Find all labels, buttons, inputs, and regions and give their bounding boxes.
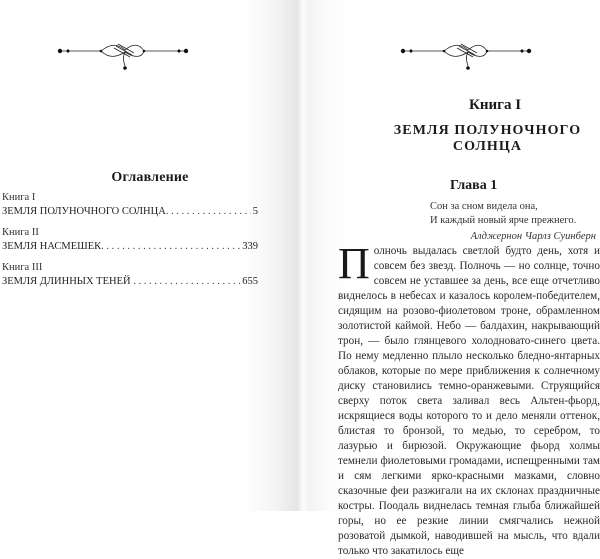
epigraph-author: Алджернон Чарлз Суинберн bbox=[470, 231, 596, 242]
table-of-contents bbox=[2, 191, 258, 296]
epigraph-line: Сон за сном видела она, bbox=[430, 201, 538, 212]
toc-page-number: 339 bbox=[242, 241, 258, 252]
chapter-body-text bbox=[338, 239, 600, 559]
book-title: ЗЕМЛЯ ПОЛУНОЧНОГО СОЛНЦА bbox=[393, 123, 582, 154]
toc-entry[interactable] bbox=[2, 226, 258, 254]
toc-book-label: Книга I bbox=[2, 192, 36, 203]
toc-title: Оглавление bbox=[111, 170, 189, 185]
toc-book-name: ЗЕМЛЯ НАСМЕШЕК bbox=[2, 241, 102, 252]
toc-book-label: Книга III bbox=[2, 262, 43, 273]
toc-leader-dots bbox=[166, 205, 251, 219]
left-page bbox=[0, 0, 296, 511]
flourish-ornament-icon bbox=[56, 40, 194, 78]
flourish-ornament-icon bbox=[399, 40, 537, 78]
toc-entry[interactable] bbox=[2, 261, 258, 289]
toc-book-label: Книга II bbox=[2, 227, 39, 238]
epigraph-line: И каждый новый ярче прежнего. bbox=[430, 215, 577, 226]
toc-book-name: ЗЕМЛЯ ДЛИННЫХ ТЕНЕЙ bbox=[2, 276, 134, 287]
chapter-heading: Глава 1 bbox=[450, 178, 498, 193]
toc-entry[interactable] bbox=[2, 191, 258, 219]
book-spine-gutter bbox=[296, 0, 308, 511]
toc-page-number: 655 bbox=[242, 276, 258, 287]
toc-leader-dots bbox=[101, 240, 240, 254]
toc-book-name: ЗЕМЛЯ ПОЛУНОЧНОГО СОЛНЦА bbox=[2, 206, 166, 217]
drop-cap: П bbox=[338, 239, 370, 288]
epigraph bbox=[396, 200, 596, 244]
book-label: Книга I bbox=[468, 97, 522, 113]
body-paragraph: олночь выдалась светлой будто день, хотя и совсем без звезд. Полночь — но солнце, точно совсем не уставшее за день, все еще отчетливо виднелось в небесах и казалось королем-победителем, сидящим на розово-фиолетовом троне, обрамленном золотистой каймой. Небо — балдахин, накрывающий трон, — было глянцевого холодновато-синего цвета. По нему медленно плыло несколько бледно-янтарных облаков, которые по мере приближения к солнечному диску становились темно-оранжевыми. Струящийся сверху поток света заливал весь Альтен-фьорд, искрящиеся воды которого то и дело меняли оттенок, блистая то бронзой, то медью, то серебром, то лазурью и бирюзой. Окружающие фьорд холмы темнели фиолетовыми громадами, испещренными там и сям легкими ярко-красными мазками, словно сказочные феи разжигали на их склонах праздничные костры. Поодаль виднелась темная глыба ближайшей горы, но ее резкие линии смягчались нежной розоватой дымкой, наводившей на мысль, что вдали только что закатилось еще bbox=[338, 245, 600, 557]
toc-page-number: 5 bbox=[252, 206, 258, 217]
toc-leader-dots bbox=[133, 275, 240, 289]
